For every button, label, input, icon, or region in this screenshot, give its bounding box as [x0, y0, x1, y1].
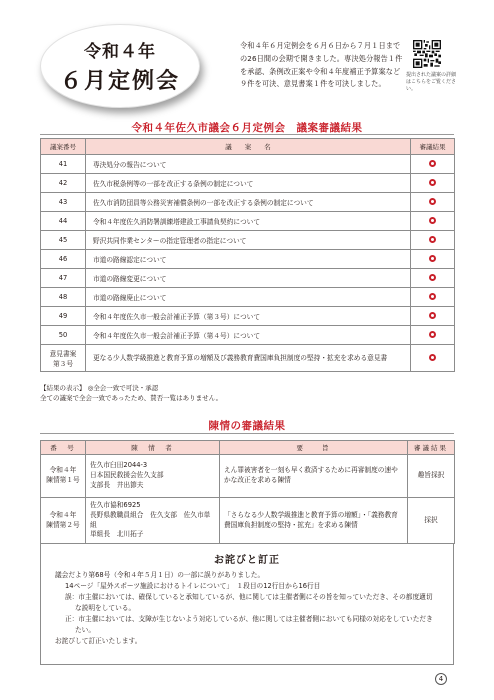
approved-circle-icon — [429, 255, 436, 262]
bill-number: 44 — [41, 212, 86, 231]
table-row — [41, 326, 455, 345]
table-row — [41, 250, 455, 269]
col-no-header: 議案番号 — [41, 139, 86, 155]
petition-result: 趣旨採択 — [408, 455, 455, 498]
apology-box — [40, 543, 454, 665]
results-table — [40, 138, 455, 372]
bill-name: 市道の路線認定について — [86, 250, 411, 269]
table-row — [41, 193, 455, 212]
petition-gist: えん罪被害者を一刻も早く救済するために再審制度の速やかな改正を求める陳情 — [220, 455, 408, 498]
title-session: ６月定例会 — [59, 68, 180, 94]
approved-circle-icon — [429, 217, 436, 224]
bill-number: 41 — [41, 155, 86, 174]
approved-circle-icon — [429, 198, 436, 205]
approved-circle-icon — [429, 354, 436, 361]
col-no-header: 番 号 — [41, 441, 86, 455]
title-year: 令和４年 — [84, 42, 156, 62]
bill-name: 令和４年度佐久市一般会計補正予算（第４号）について — [86, 326, 411, 345]
approved-circle-icon — [429, 312, 436, 319]
bill-number: 42 — [41, 174, 86, 193]
wrong-text: 誤：市主催においては、確保していると承知しているが、他に関しては主催者側にその旨を知っていただき、その都度適切な説明をしている。 — [65, 593, 433, 612]
bill-name: 佐久市消防団員等公務災害補償条例の一部を改正する条例の制定について — [86, 193, 411, 212]
col-petitioner-header: 陳 情 者 — [86, 441, 220, 455]
results-rule — [40, 134, 454, 135]
approved-circle-icon — [429, 236, 436, 243]
petition-number: 令和４年 陳情第１号 — [41, 455, 86, 498]
approved-circle-icon — [429, 160, 436, 167]
table-row — [41, 288, 455, 307]
bill-name: 市道の路線変更について — [86, 269, 411, 288]
table-row — [41, 155, 455, 174]
bill-number: 49 — [41, 307, 86, 326]
bill-number: 46 — [41, 250, 86, 269]
table-row — [41, 231, 455, 250]
bill-number: 48 — [41, 288, 86, 307]
qr-note: 提出された議案の詳細はこちらをご覧ください。 — [406, 72, 457, 92]
petition-result: 採択 — [408, 498, 455, 544]
petitions-heading: 陳情の審議結果 — [208, 420, 286, 432]
petitions-table — [40, 440, 455, 544]
qr-code-icon[interactable] — [413, 40, 441, 68]
petitions-rule — [40, 433, 454, 434]
results-heading: 令和４年佐久市議会６月定例会 議案審議結果 — [131, 122, 363, 134]
bill-name: 専決処分の報告について — [86, 155, 411, 174]
approved-circle-icon — [429, 293, 436, 300]
col-gist-header: 要 旨 — [220, 441, 408, 455]
results-legend: 【結果の表示】 ◎全会一致で可決・承認 全ての議案で全会一致であったため、賛否一覧はありません。 — [40, 384, 223, 402]
table-row — [41, 212, 455, 231]
bill-number: 50 — [41, 326, 86, 345]
bill-name: 令和４年度佐久市一般会計補正予算（第３号）について — [86, 307, 411, 326]
bill-name: 野沢共同作業センターの指定管理者の指定について — [86, 231, 411, 250]
bill-name: 佐久市税条例等の一部を改正する条例の制定について — [86, 174, 411, 193]
petitions-header-row — [41, 441, 455, 455]
petition-gist: 「さらなる少人数学級推進と教育予算の増額」・「義務教育費国庫負担制度の堅持・拡充」を求める陳情 — [220, 498, 408, 544]
approved-circle-icon — [429, 274, 436, 281]
bill-number: 45 — [41, 231, 86, 250]
intro-text: 令和４年６月定例会を６月６日から７月１日までの26日間の会期で開きました。専決処分報告１件を承認、条例改正案や令和４年度補正予算案など９件を可決、意見書案１件を可決しました。 — [240, 41, 403, 89]
table-row — [41, 455, 455, 498]
bill-name: 更なる少人数学級推進と教育予算の増額及び義務教育費国庫負担制度の堅持・拡充を求める意見書 — [86, 345, 411, 372]
petitioner: 佐久市協和6925 長野県教職員組合 佐久支部 佐久市単組 単組長 北川拓子 — [86, 498, 220, 544]
col-result-header: 審議結果 — [408, 441, 455, 455]
table-row — [41, 269, 455, 288]
bill-number: 47 — [41, 269, 86, 288]
bill-name: 令和４年度佐久消防署訓練塔建設工事請負契約について — [86, 212, 411, 231]
col-result-header: 審議結果 — [411, 139, 455, 155]
page-number: 4 — [435, 673, 447, 685]
table-row — [41, 345, 455, 372]
approved-circle-icon — [429, 179, 436, 186]
table-row — [41, 498, 455, 544]
approved-circle-icon — [429, 331, 436, 338]
table-row — [41, 174, 455, 193]
petition-number: 令和４年 陳情第２号 — [41, 498, 86, 544]
petitioner: 佐久市臼田2044-3 日本国民救援会佐久支部 支部長 井出節夫 — [86, 455, 220, 498]
title-oval — [40, 24, 200, 108]
bill-number: 43 — [41, 193, 86, 212]
bill-name: 市道の路線廃止について — [86, 288, 411, 307]
bill-number: 意見書案 第３号 — [41, 345, 86, 372]
col-name-header: 議 案 名 — [86, 139, 411, 155]
right-text: 正：市主催においては、支障が生じないよう対応しているが、他に関しては主催者側においても同様の対応をしていただきたい。 — [65, 615, 433, 634]
apology-title: お詫びと訂正 — [214, 555, 280, 566]
apology-text: 議会だより第68号（令和４年５月１日）の一部に誤りがありました。 14ページ「屋外スポーツ施設におけるトイレについて」 １段目の12行目から16行目 誤：市主催においては、確保していると承知しているが、他に関しては主催者側にその旨を知っていただき、その都度適切な説明をしている。 正：市主催においては、支障が生じないよう対応しているが、他に関しては主催者側においても同様の対応をしていただきたい。 お詫びして訂正いたします。 — [55, 570, 439, 647]
table-row — [41, 307, 455, 326]
results-header-row — [41, 139, 455, 155]
